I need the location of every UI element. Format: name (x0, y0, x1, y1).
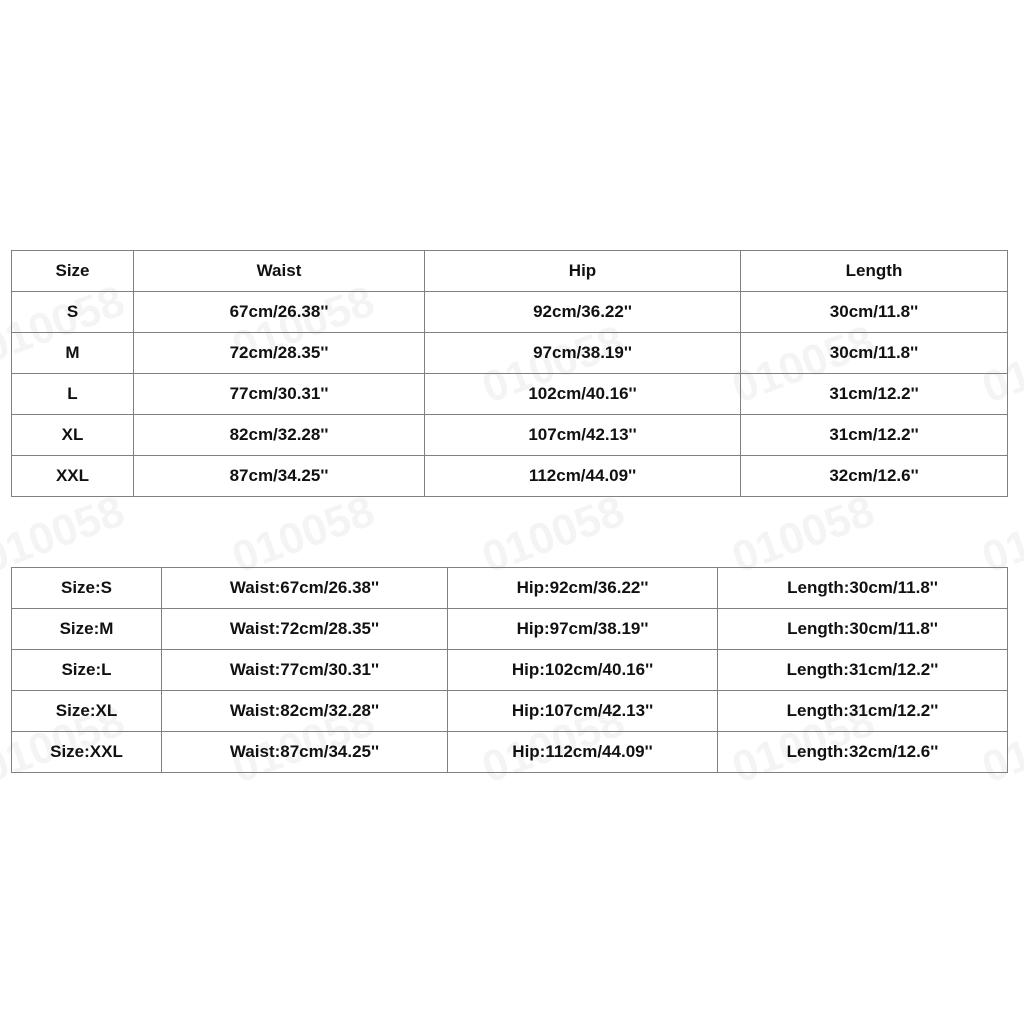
header-waist: Waist (134, 251, 425, 292)
table-row (12, 374, 1008, 415)
size-chart-table (11, 250, 1008, 497)
length-cell: Length:32cm/12.6'' (718, 732, 1008, 773)
length-cell: Length:31cm/12.2'' (718, 650, 1008, 691)
header-size: Size (12, 251, 134, 292)
waist-cell: 77cm/30.31'' (134, 374, 425, 415)
hip-cell: Hip:107cm/42.13'' (448, 691, 718, 732)
size-cell: XL (12, 415, 134, 456)
length-cell: 31cm/12.2'' (741, 415, 1008, 456)
header-hip: Hip (425, 251, 741, 292)
length-cell: Length:31cm/12.2'' (718, 691, 1008, 732)
waist-cell: Waist:77cm/30.31'' (162, 650, 448, 691)
length-cell: 32cm/12.6'' (741, 456, 1008, 497)
waist-cell: 67cm/26.38'' (134, 292, 425, 333)
length-cell: 31cm/12.2'' (741, 374, 1008, 415)
length-cell: Length:30cm/11.8'' (718, 568, 1008, 609)
size-cell: Size:M (12, 609, 162, 650)
hip-cell: 97cm/38.19'' (425, 333, 741, 374)
waist-cell: Waist:87cm/34.25'' (162, 732, 448, 773)
size-chart-labeled-table (11, 567, 1008, 773)
length-cell: 30cm/11.8'' (741, 292, 1008, 333)
size-cell: Size:XL (12, 691, 162, 732)
table-header-row (12, 251, 1008, 292)
waist-cell: 82cm/32.28'' (134, 415, 425, 456)
table-row (12, 609, 1008, 650)
size-cell: Size:XXL (12, 732, 162, 773)
hip-cell: Hip:112cm/44.09'' (448, 732, 718, 773)
waist-cell: 72cm/28.35'' (134, 333, 425, 374)
size-cell: L (12, 374, 134, 415)
size-cell: Size:L (12, 650, 162, 691)
table-row (12, 732, 1008, 773)
size-cell: S (12, 292, 134, 333)
table-row (12, 292, 1008, 333)
hip-cell: 112cm/44.09'' (425, 456, 741, 497)
table-row (12, 650, 1008, 691)
waist-cell: Waist:72cm/28.35'' (162, 609, 448, 650)
hip-cell: Hip:97cm/38.19'' (448, 609, 718, 650)
waist-cell: Waist:82cm/32.28'' (162, 691, 448, 732)
size-cell: M (12, 333, 134, 374)
table-row (12, 691, 1008, 732)
waist-cell: Waist:67cm/26.38'' (162, 568, 448, 609)
table-row (12, 415, 1008, 456)
hip-cell: 102cm/40.16'' (425, 374, 741, 415)
table-row (12, 568, 1008, 609)
length-cell: Length:30cm/11.8'' (718, 609, 1008, 650)
hip-cell: 107cm/42.13'' (425, 415, 741, 456)
table-row (12, 333, 1008, 374)
table-row (12, 456, 1008, 497)
hip-cell: Hip:102cm/40.16'' (448, 650, 718, 691)
hip-cell: 92cm/36.22'' (425, 292, 741, 333)
waist-cell: 87cm/34.25'' (134, 456, 425, 497)
size-cell: Size:S (12, 568, 162, 609)
length-cell: 30cm/11.8'' (741, 333, 1008, 374)
header-length: Length (741, 251, 1008, 292)
size-cell: XXL (12, 456, 134, 497)
hip-cell: Hip:92cm/36.22'' (448, 568, 718, 609)
